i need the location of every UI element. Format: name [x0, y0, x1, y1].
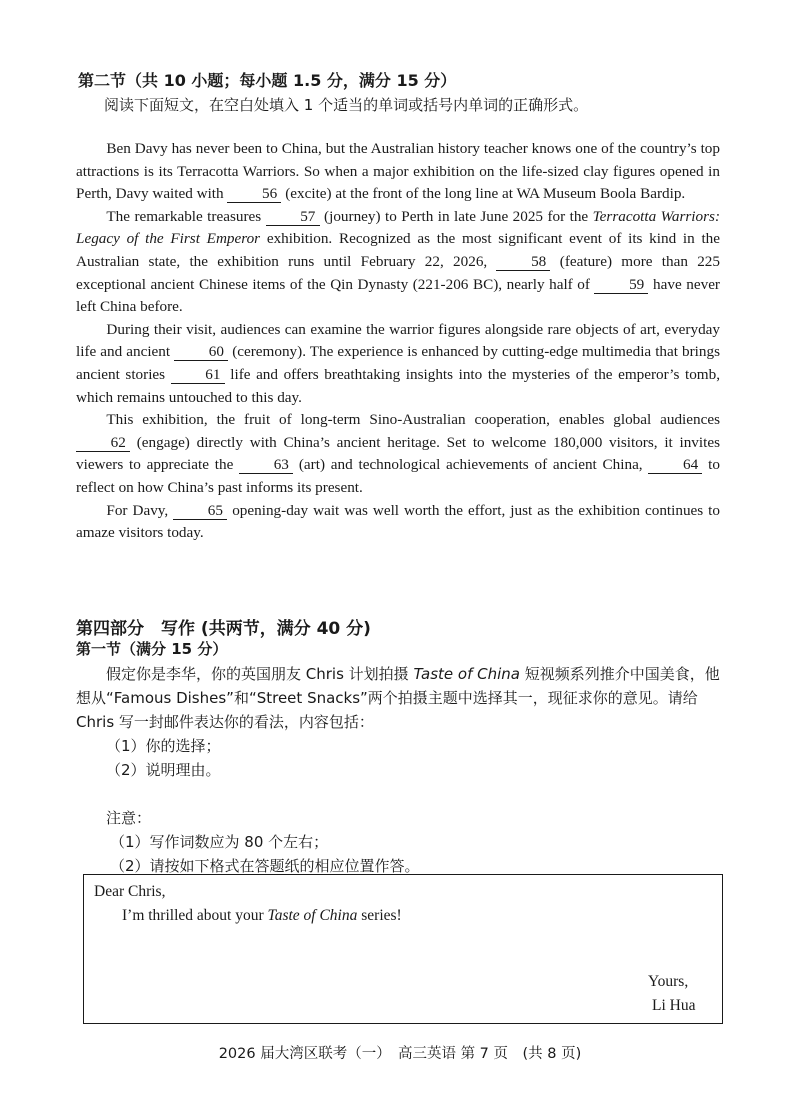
- note-item-2: （2）请按如下格式在答题纸的相应位置作答。: [110, 857, 420, 875]
- passage-text: life and offers breathtaking insights into the mysteries of the emperor’s tomb, which remains untouched to this day.: [76, 365, 720, 406]
- passage-paragraph-3: [76, 319, 720, 409]
- blank-58[interactable]: 58: [496, 253, 550, 271]
- notes-list: [110, 830, 420, 878]
- task-item-1: （1）你的选择；: [106, 737, 221, 755]
- blank-62[interactable]: 62: [76, 434, 130, 452]
- cloze-passage: [76, 138, 720, 545]
- blank-61[interactable]: 61: [171, 366, 225, 384]
- passage-text: During their visit, audiences can examine the warrior figures alongside rare objects of art, everyday life and ancient: [76, 320, 720, 361]
- passage-text: (engage) directly with China’s ancient heritage. Set to welcome 180,000 visitors, it invites viewers to appreciate the: [76, 433, 720, 474]
- notes-label: 注意：: [106, 809, 152, 827]
- passage-text: opening-day wait was well worth the effort, just as the exhibition continues to amaze visitors today.: [76, 501, 720, 542]
- passage-text: (ceremony). The experience is enhanced by cutting-edge multimedia that brings ancient stories: [76, 343, 720, 383]
- passage-text: (excite) at the front of the long line at WA Museum Boola Bardip.: [281, 185, 686, 203]
- series-title: Taste of China: [413, 665, 520, 683]
- passage-text: (journey) to Perth in late June 2025 for the: [319, 207, 593, 225]
- task-prompt: [76, 662, 722, 734]
- section2-heading: 第二节（共 10 小题；每小题 1.5 分，满分 15 分）: [78, 71, 457, 90]
- blank-64[interactable]: 64: [648, 456, 702, 474]
- task-text: 短视频系列推介中国美食，他想从“Famous Dishes”和“Street Snacks”两个拍摄主题中选择其一，现征求你的意见。请给 Chris 写一封邮件表达你的看法，内容包括：: [76, 665, 720, 731]
- passage-text: (feature) more than 225 exceptional ancient Chinese items of the Qin Dynasty (221-206 BC), nearly half of: [76, 252, 720, 293]
- letter-greeting: Dear Chris,: [94, 883, 166, 900]
- blank-56[interactable]: 56: [227, 185, 281, 203]
- passage-paragraph-1: [76, 138, 720, 206]
- letter-opening: [122, 907, 402, 925]
- passage-text: This exhibition, the fruit of long-term Sino-Australian cooperation, enables global audiences: [106, 411, 720, 429]
- passage-text: Ben Davy has never been to China, but the Australian history teacher knows one of the country’s top attractions is its Terracotta Warriors. So when a major exhibition on the life-sized clay figures opened in Perth, Davy waited with: [76, 140, 720, 203]
- writing-section1-heading: 第一节（满分 15 分）: [76, 640, 228, 658]
- blank-59[interactable]: 59: [594, 276, 648, 294]
- passage-text: exhibition. Recognized as the most significant event of its kind in the Australian state, the exhibition runs until February 22, 2026,: [76, 230, 720, 270]
- passage-text: The remarkable treasures: [106, 207, 266, 225]
- passage-text: (art) and technological achievements of ancient China,: [293, 456, 649, 474]
- blank-60[interactable]: 60: [174, 343, 228, 361]
- blank-63[interactable]: 63: [239, 456, 293, 474]
- letter-template-box: [83, 874, 723, 1024]
- part4-heading: 第四部分 写作 (共两节，满分 40 分): [76, 619, 371, 639]
- task-item-2: （2）说明理由。: [106, 761, 221, 779]
- passage-text: to reflect on how China’s past informs its present.: [76, 456, 720, 496]
- writing-task: [76, 662, 722, 782]
- letter-text: series!: [357, 907, 402, 924]
- passage-text: For Davy,: [106, 501, 174, 519]
- passage-paragraph-5: [76, 500, 720, 545]
- letter-text: I’m thrilled about your: [122, 907, 268, 924]
- note-item-1: （1）写作词数应为 80 个左右；: [110, 833, 329, 851]
- blank-65[interactable]: 65: [173, 502, 227, 520]
- passage-paragraph-2: [76, 206, 720, 319]
- exhibition-title: Terracotta Warriors: Legacy of the First Emperor: [76, 207, 721, 248]
- letter-series-title: Taste of China: [267, 907, 358, 924]
- letter-signature: Li Hua: [652, 997, 696, 1014]
- section2-instruction: 阅读下面短文，在空白处填入 1 个适当的单词或括号内单词的正确形式。: [104, 96, 589, 114]
- letter-closing: Yours,: [648, 973, 689, 990]
- passage-text: have never left China before.: [76, 275, 720, 316]
- passage-paragraph-4: [76, 409, 720, 499]
- blank-57[interactable]: 57: [266, 208, 320, 226]
- page-footer: 2026 届大湾区联考（一） 高三英语 第 7 页 (共 8 页): [218, 1046, 582, 1062]
- task-text: 假定你是李华，你的英国朋友 Chris 计划拍摄: [106, 665, 414, 683]
